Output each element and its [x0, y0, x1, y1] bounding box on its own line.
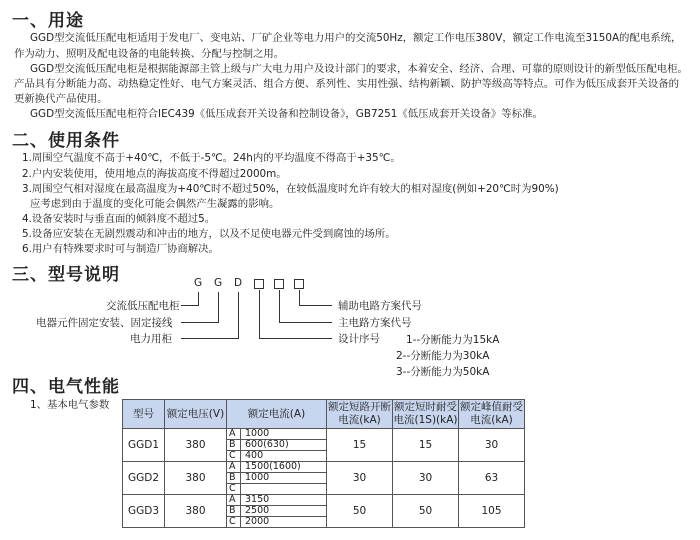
header-break: 额定短路开断电流(kA)	[327, 400, 393, 429]
code-box-design	[254, 279, 264, 289]
sec2-line-4: 应考虑到由于温度的变化可能会偶然产生凝露的影响。	[30, 198, 280, 210]
section-3-title: 三、型号说明	[12, 265, 120, 285]
cell-short: 30	[393, 462, 459, 495]
sec1-line-5: 更新换代产品使用。	[14, 93, 108, 105]
header-peak: 额定峰值耐受电流(kA)	[459, 400, 525, 429]
cell-sub: C	[227, 484, 241, 495]
cell-current: 3150	[241, 495, 327, 506]
sec4-subtitle: 1、基本电气参数	[30, 399, 110, 411]
label-fixed-install: 电器元件固定安装、固定接线	[36, 317, 173, 329]
cell-peak: 30	[459, 429, 525, 462]
sec1-line-3: GGD型交流低压配电柜是根据能源部主管上级与广大电力用户及设计部门的要求，本着安全、经济、合理、可靠的原则设计的新型低压配电柜。	[30, 63, 688, 75]
cell-voltage: 380	[165, 462, 227, 495]
table-row	[123, 495, 525, 506]
sec1-line-6: GGD型交流低压配电柜符合IEC439《低压成套开关设备和控制设备》，GB7251《低压成套开关设备》等标准。	[30, 108, 543, 120]
code-letter-d: D	[234, 277, 243, 289]
series-3: 3--分断能力为50kA	[396, 366, 490, 378]
cell-current: 1000	[241, 473, 327, 484]
cell-peak: 63	[459, 462, 525, 495]
label-design-no: 设计序号	[338, 333, 380, 345]
cell-voltage: 380	[165, 429, 227, 462]
cell-current: 400	[241, 451, 327, 462]
cell-sub: C	[227, 517, 241, 528]
cell-model: GGD2	[123, 462, 165, 495]
sec2-line-6: 5.设备应安装在无剧烈震动和冲击的地方，以及不足使电器元件受到腐蚀的场所。	[22, 228, 396, 240]
sec2-line-2: 2.户内安装使用，使用地点的海拔高度不得超过2000m。	[22, 168, 287, 180]
cell-model: GGD1	[123, 429, 165, 462]
table-row	[123, 429, 525, 440]
code-box-main	[274, 279, 284, 289]
label-power-cabinet: 电力用柜	[130, 333, 172, 345]
section-4-title: 四、电气性能	[12, 377, 120, 397]
series-1: 1--分断能力为15kA	[406, 334, 500, 346]
cell-sub: C	[227, 451, 241, 462]
sec2-line-7: 6.用户有特殊要求时可与制造厂协商解决。	[22, 243, 219, 255]
code-letter-g1: G	[194, 277, 203, 289]
sec1-line-4: 产品具有分断能力高、动热稳定性好、电气方案灵活、组合方便、系列性、实用性强、结构新颖、防护等级高等特点。可作为低压成套开关设备的	[14, 78, 679, 90]
code-letter-g2: G	[214, 277, 223, 289]
cell-sub: B	[227, 506, 241, 517]
cell-model: GGD3	[123, 495, 165, 528]
cell-break: 50	[327, 495, 393, 528]
header-short: 额定短时耐受电流(1S)(kA)	[393, 400, 459, 429]
header-voltage: 额定电压(V)	[165, 400, 227, 429]
electrical-parameters-table	[122, 399, 525, 528]
sec2-line-5: 4.设备安装时与垂直面的倾斜度不超过5。	[22, 213, 216, 225]
cell-current: 2000	[241, 517, 327, 528]
cell-peak: 105	[459, 495, 525, 528]
table-header-row	[123, 400, 525, 429]
label-ac-lv-cabinet: 交流低压配电柜	[106, 300, 180, 312]
cell-current: 600(630)	[241, 440, 327, 451]
section-2-title: 二、使用条件	[12, 131, 120, 151]
cell-sub: B	[227, 440, 241, 451]
cell-short: 50	[393, 495, 459, 528]
sec2-line-1: 1.周围空气温度不高于+40℃，不低于-5℃。24h内的平均温度不得高于+35℃。	[22, 152, 401, 164]
header-model: 型号	[123, 400, 165, 429]
cell-sub: A	[227, 429, 241, 440]
label-main-circuit: 主电路方案代号	[338, 317, 412, 329]
label-aux-circuit: 辅助电路方案代号	[338, 300, 422, 312]
cell-current: 1500(1600)	[241, 462, 327, 473]
cell-voltage: 380	[165, 495, 227, 528]
table-row	[123, 462, 525, 473]
header-current: 额定电流(A)	[227, 400, 327, 429]
code-box-aux	[294, 279, 304, 289]
cell-break: 30	[327, 462, 393, 495]
cell-sub: B	[227, 473, 241, 484]
sec1-line-1: GGD型交流低压配电柜适用于发电厂、变电站、厂矿企业等电力用户的交流50Hz，额定工作电压380V，额定工作电流至3150A的配电系统，	[30, 32, 682, 44]
cell-short: 15	[393, 429, 459, 462]
cell-sub: A	[227, 495, 241, 506]
sec2-line-3: 3.周围空气相对湿度在最高温度为+40℃时不超过50%，在较低温度时允许有较大的相对湿度(例如+20℃时为90%)	[22, 183, 559, 195]
section-1-title: 一、用途	[12, 11, 84, 31]
cell-current: 1000	[241, 429, 327, 440]
sec1-line-2: 作为动力、照明及配电设备的电能转换、分配与控制之用。	[14, 48, 285, 60]
cell-sub: A	[227, 462, 241, 473]
cell-break: 15	[327, 429, 393, 462]
cell-current	[241, 484, 327, 495]
cell-current: 2500	[241, 506, 327, 517]
series-2: 2--分断能力为30kA	[396, 350, 490, 362]
